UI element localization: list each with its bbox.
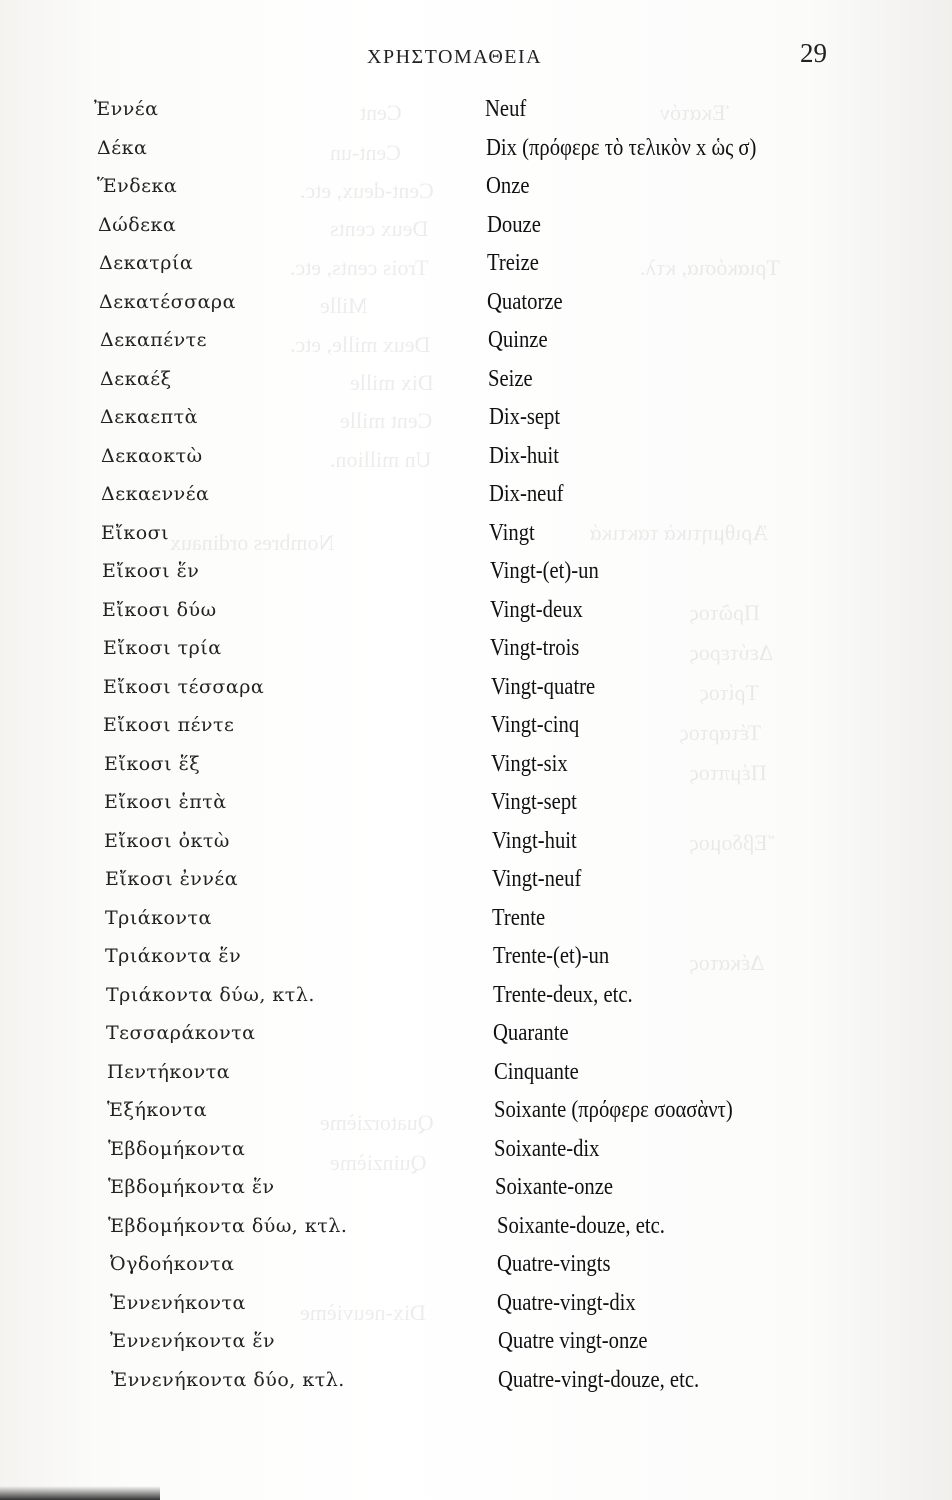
show-through-text: Dix mille — [350, 370, 434, 395]
french-term: Dix (πρόφερε τὸ τελικὸν x ὡς σ) — [486, 134, 757, 161]
greek-term: Δεκαεννέα — [101, 483, 210, 505]
greek-term: Ἐννενήκοντα δύο, κτλ. — [111, 1368, 345, 1391]
show-through-text: Δέκατος — [690, 950, 765, 975]
table-row — [0, 475, 952, 514]
greek-term: Ἑβδομήκοντα ἕν — [108, 1176, 275, 1198]
table-row — [0, 244, 952, 283]
greek-term: Τριάκοντα — [105, 906, 212, 929]
greek-term: Εἴκοσι πέντε — [103, 714, 235, 736]
greek-term: Ἕνδεκα — [97, 175, 178, 197]
table-row — [0, 860, 952, 899]
french-term: Vingt-six — [491, 750, 568, 777]
table-row — [0, 129, 952, 168]
greek-term: Εἴκοσι ἕν — [102, 560, 200, 582]
french-term: Vingt — [489, 519, 535, 546]
page-number: 29 — [800, 38, 827, 68]
table-row — [0, 437, 952, 476]
table-row — [0, 1053, 952, 1092]
greek-term: Εἴκοσι ἕξ — [104, 752, 201, 775]
show-through-text: Δεύτερος — [690, 640, 774, 665]
show-through-text: Πρῶτος — [690, 600, 760, 625]
greek-term: Εἴκοσι δύω — [102, 598, 217, 621]
french-term: Cinquante — [494, 1058, 579, 1085]
greek-term: Δεκαοκτὼ — [101, 444, 203, 467]
table-row — [0, 321, 952, 360]
table-row — [0, 783, 952, 822]
greek-term: Ἑβδομήκοντα — [108, 1137, 246, 1160]
greek-term: Ἑβδομήκοντα δύω, κτλ. — [108, 1214, 348, 1237]
greek-term: Τριάκοντα ἕν — [105, 945, 242, 967]
table-row — [0, 1207, 952, 1246]
french-term: Treize — [487, 250, 539, 276]
show-through-text: Quinzième — [330, 1150, 427, 1175]
table-row — [0, 668, 952, 707]
french-term: Vingt-huit — [492, 827, 577, 854]
table-row — [0, 514, 952, 553]
greek-term: Πεντήκοντα — [107, 1060, 231, 1083]
table-row — [0, 937, 952, 976]
table-row — [0, 745, 952, 784]
french-term: Vingt-(et)-un — [490, 558, 599, 584]
table-row — [0, 629, 952, 668]
show-through-text: Cent-un — [330, 140, 401, 165]
show-through-text: Dix-neuvième — [300, 1300, 426, 1325]
french-term: Soixante-dix — [494, 1135, 600, 1162]
table-row — [0, 899, 952, 938]
table-row — [0, 398, 952, 437]
french-term: Quatorze — [487, 288, 563, 315]
table-row — [0, 206, 952, 245]
french-term: Vingt-neuf — [492, 866, 582, 892]
greek-term: Εἴκοσι τέσσαρα — [103, 675, 265, 698]
show-through-text: Deux cents — [330, 216, 429, 241]
show-through-text: Cent mille — [340, 408, 433, 433]
greek-term: Ἐννενήκοντα ἕν — [110, 1330, 276, 1352]
french-term: Quatre-vingts — [497, 1251, 611, 1277]
french-term: Vingt-trois — [490, 635, 580, 661]
show-through-text: Τρίτος — [700, 680, 759, 705]
french-term: Onze — [486, 173, 530, 199]
greek-term: Εἴκοσι ὀκτὼ — [104, 829, 230, 852]
french-term: Dix-huit — [489, 442, 559, 469]
show-through-text: Τέταρτος — [680, 720, 762, 745]
table-row — [0, 822, 952, 861]
table-row — [0, 1284, 952, 1323]
page-edge-shadow — [0, 1486, 160, 1500]
greek-term: Δεκατρία — [99, 252, 194, 274]
french-term: Vingt-cinq — [491, 712, 580, 738]
show-through-text: Πέμπτος — [690, 760, 767, 785]
greek-term: Εἴκοσι — [101, 521, 170, 544]
table-row — [0, 1245, 952, 1284]
table-row — [0, 1014, 952, 1053]
french-term: Trente-deux, etc. — [493, 981, 633, 1008]
french-term: Neuf — [485, 96, 527, 122]
french-term: Soixante-onze — [495, 1174, 614, 1200]
table-row — [0, 1361, 952, 1400]
greek-term: Δεκαπέντε — [100, 329, 208, 351]
show-through-text: Τριακόσια, κτλ. — [640, 255, 780, 280]
french-term: Seize — [488, 365, 533, 392]
greek-term: Τεσσαράκοντα — [106, 1022, 256, 1044]
french-term: Quatre-vingt-douze, etc. — [498, 1366, 700, 1393]
greek-term: Δεκατέσσαρα — [99, 290, 236, 313]
show-through-text: Cent-deux, etc. — [300, 178, 434, 203]
show-through-text: Ἀριθμητικὰ τακτικά — [590, 520, 769, 545]
french-term: Douze — [487, 211, 541, 238]
table-row — [0, 360, 952, 399]
table-row — [0, 976, 952, 1015]
show-through-text: Un million. — [330, 447, 432, 472]
french-term: Trente-(et)-un — [493, 943, 610, 969]
table-row — [0, 1130, 952, 1169]
running-title: ΧΡΗΣΤΟΜΑΘΕΙΑ — [367, 46, 543, 68]
show-through-text: Ἕβδομος — [690, 830, 774, 855]
french-term: Quinze — [488, 327, 548, 353]
table-row — [0, 283, 952, 322]
greek-term: Δώδεκα — [98, 213, 177, 236]
greek-term: Δέκα — [97, 136, 148, 159]
table-row — [0, 1322, 952, 1361]
show-through-text: Ἑκατόν — [660, 100, 729, 125]
table-row — [0, 1091, 952, 1130]
table-row — [0, 706, 952, 745]
greek-term: Εἴκοσι ἐννέα — [105, 868, 239, 890]
show-through-text: Trois cents, etc. — [290, 255, 429, 280]
table-row — [0, 1168, 952, 1207]
greek-term: Ἐννέα — [94, 98, 159, 120]
show-through-text: Mille — [320, 293, 368, 318]
french-term: Vingt-deux — [490, 596, 583, 623]
numbers-table — [0, 90, 952, 1399]
greek-term: Ὀγδοήκοντα — [110, 1253, 235, 1275]
show-through-text: Nombres ordinaux — [170, 530, 335, 555]
french-term: Dix-sept — [489, 404, 561, 430]
greek-term: Εἴκοσι τρία — [103, 637, 222, 659]
greek-term: Ἐννενήκοντα — [110, 1291, 246, 1314]
french-term: Quatre-vingt-dix — [497, 1289, 636, 1316]
french-term: Quarante — [493, 1020, 569, 1046]
table-row — [0, 90, 952, 129]
greek-term: Δεκαεπτὰ — [100, 406, 198, 428]
table-row — [0, 552, 952, 591]
french-term: Vingt-sept — [491, 789, 577, 815]
french-term: Quatre vingt-onze — [498, 1328, 648, 1354]
french-term: Soixante (πρόφερε σοασὰντ) — [494, 1097, 733, 1123]
greek-term: Δεκαέξ — [100, 367, 172, 390]
french-term: Vingt-quatre — [491, 673, 596, 700]
table-row — [0, 167, 952, 206]
greek-term: Τριάκοντα δύω, κτλ. — [106, 983, 315, 1006]
show-through-text: Quatorzième — [320, 1110, 434, 1135]
french-term: Trente — [492, 904, 546, 931]
french-term: Dix-neuf — [489, 481, 564, 507]
french-term: Soixante-douze, etc. — [497, 1212, 665, 1239]
show-through-text: Cent — [360, 100, 402, 125]
table-row — [0, 591, 952, 630]
greek-term: Εἴκοσι ἑπτὰ — [104, 791, 227, 813]
greek-term: Ἑξήκοντα — [107, 1099, 208, 1121]
show-through-text: Deux mille, etc. — [290, 332, 431, 357]
